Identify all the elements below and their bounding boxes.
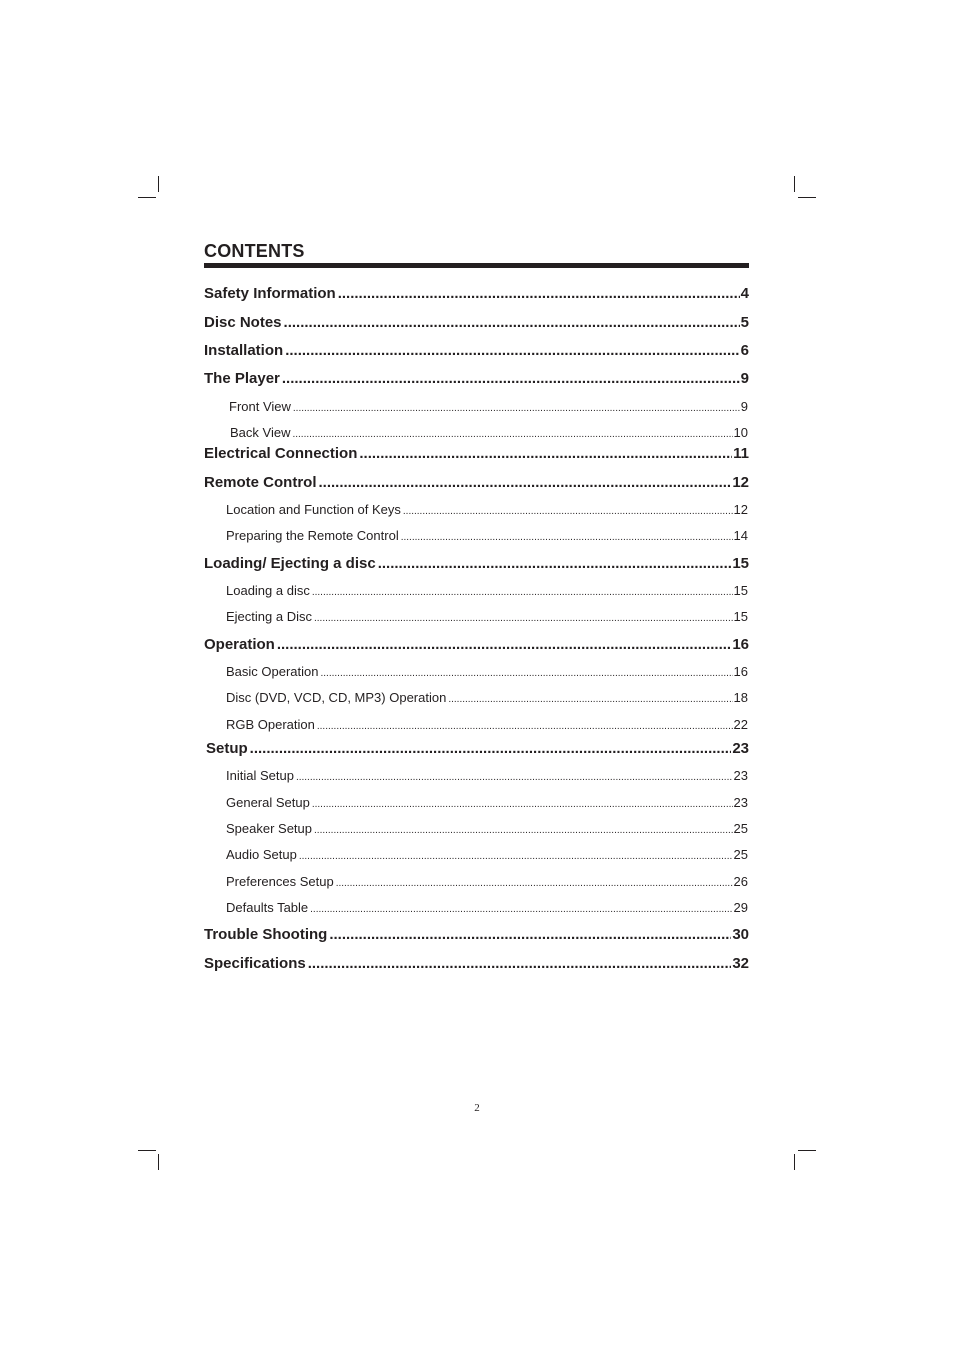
toc-entry-page: 16 bbox=[733, 664, 748, 679]
toc-entry-page: 18 bbox=[733, 690, 748, 705]
dot-leader bbox=[314, 611, 733, 627]
dot-leader bbox=[292, 427, 732, 443]
crop-mark-top-right-vertical bbox=[794, 176, 795, 192]
crop-mark-bottom-right-horizontal bbox=[798, 1150, 816, 1151]
toc-entry-label: Setup bbox=[206, 740, 248, 757]
toc-entry-trouble-shooting[interactable] bbox=[204, 926, 749, 944]
dot-leader bbox=[314, 823, 733, 839]
toc-entry-basic-operation[interactable] bbox=[226, 664, 748, 682]
toc-entry-page: 25 bbox=[733, 821, 748, 836]
toc-entry-label: Basic Operation bbox=[226, 664, 319, 679]
toc-entry-page: 12 bbox=[733, 502, 748, 517]
toc-entry-page: 6 bbox=[740, 342, 749, 359]
toc-entry-page: 23 bbox=[733, 795, 748, 810]
toc-entry-label: Installation bbox=[204, 342, 284, 359]
toc-entry-installation[interactable] bbox=[204, 342, 749, 360]
toc-entry-page: 25 bbox=[733, 847, 748, 862]
toc-entry-page: 22 bbox=[733, 717, 748, 732]
toc-entry-disc-operation[interactable] bbox=[226, 690, 748, 708]
toc-entry-loading-ejecting-a-disc[interactable] bbox=[204, 555, 749, 573]
toc-entry-page: 9 bbox=[740, 399, 748, 414]
toc-entry-label: Speaker Setup bbox=[226, 821, 313, 836]
toc-entry-page: 29 bbox=[733, 900, 748, 915]
toc-entry-label: Safety Information bbox=[204, 285, 336, 302]
crop-mark-bottom-left-vertical bbox=[158, 1154, 159, 1170]
toc-entry-page: 4 bbox=[740, 285, 749, 302]
toc-entry-label: The Player bbox=[204, 370, 280, 387]
dot-leader bbox=[282, 370, 740, 388]
toc-entry-label: Initial Setup bbox=[226, 768, 294, 783]
dot-leader bbox=[329, 926, 731, 944]
page-number: 2 bbox=[474, 1102, 480, 1114]
toc-entry-label: Preparing the Remote Control bbox=[226, 528, 399, 543]
toc-entry-label: Electrical Connection bbox=[204, 445, 358, 462]
toc-entry-location-and-function-of-keys[interactable] bbox=[226, 502, 748, 520]
dot-leader bbox=[319, 474, 732, 492]
toc-entry-preparing-the-remote-control[interactable] bbox=[226, 528, 748, 546]
toc-entry-speaker-setup[interactable] bbox=[226, 821, 748, 839]
dot-leader bbox=[308, 955, 732, 973]
toc-entry-label: Remote Control bbox=[204, 474, 317, 491]
toc-entry-label: Defaults Table bbox=[226, 900, 309, 915]
dot-leader bbox=[336, 876, 733, 892]
crop-mark-top-right-horizontal bbox=[798, 197, 816, 198]
toc-entry-page: 10 bbox=[733, 425, 748, 440]
dot-leader bbox=[448, 692, 732, 708]
toc-entry-page: 16 bbox=[732, 636, 749, 653]
toc-entry-label: Trouble Shooting bbox=[204, 926, 328, 943]
toc-entry-label: Specifications bbox=[204, 955, 306, 972]
toc-entry-page: 14 bbox=[733, 528, 748, 543]
toc-entry-label: Preferences Setup bbox=[226, 874, 334, 889]
toc-entry-label: General Setup bbox=[226, 795, 310, 810]
toc-entry-page: 15 bbox=[733, 583, 748, 598]
dot-leader bbox=[277, 636, 731, 654]
toc-entry-general-setup[interactable] bbox=[226, 795, 748, 813]
toc-entry-page: 30 bbox=[732, 926, 749, 943]
toc-entry-page: 32 bbox=[732, 955, 749, 972]
toc-entry-page: 26 bbox=[733, 874, 748, 889]
toc-entry-initial-setup[interactable] bbox=[226, 768, 748, 786]
toc-entry-label: Loading a disc bbox=[226, 583, 310, 598]
dot-leader bbox=[378, 555, 732, 573]
dot-leader bbox=[284, 314, 740, 332]
dot-leader bbox=[321, 666, 733, 682]
toc-entry-back-view[interactable] bbox=[230, 425, 748, 443]
toc-entry-label: Loading/ Ejecting a disc bbox=[204, 555, 376, 572]
toc-entry-label: Back View bbox=[230, 425, 291, 440]
crop-mark-top-left-vertical bbox=[158, 176, 159, 192]
toc-entry-disc-notes[interactable] bbox=[204, 314, 749, 332]
toc-entry-label: Location and Function of Keys bbox=[226, 502, 401, 517]
crop-mark-bottom-left-horizontal bbox=[138, 1150, 156, 1151]
toc-entry-page: 9 bbox=[740, 370, 749, 387]
dot-leader bbox=[338, 285, 740, 303]
toc-entry-label: Ejecting a Disc bbox=[226, 609, 312, 624]
toc-entry-page: 15 bbox=[733, 609, 748, 624]
dot-leader bbox=[359, 445, 732, 463]
dot-leader bbox=[312, 797, 733, 813]
toc-entry-page: 12 bbox=[732, 474, 749, 491]
toc-entry-front-view[interactable] bbox=[229, 399, 748, 417]
toc-entry-page: 11 bbox=[733, 445, 749, 462]
dot-leader bbox=[299, 849, 733, 865]
title-underline bbox=[204, 263, 749, 268]
toc-entry-specifications[interactable] bbox=[204, 955, 749, 973]
toc-entry-label: RGB Operation bbox=[226, 717, 315, 732]
crop-mark-top-left-horizontal bbox=[138, 197, 156, 198]
toc-entry-label: Disc Notes bbox=[204, 314, 282, 331]
toc-entry-preferences-setup[interactable] bbox=[226, 874, 748, 892]
dot-leader bbox=[403, 504, 733, 520]
toc-entry-page: 5 bbox=[740, 314, 749, 331]
page-title: CONTENTS bbox=[204, 241, 305, 261]
toc-entry-defaults-table[interactable] bbox=[226, 900, 748, 918]
toc-entry-page: 23 bbox=[733, 768, 748, 783]
toc-entry-ejecting-a-disc[interactable] bbox=[226, 609, 748, 627]
dot-leader bbox=[312, 585, 733, 601]
toc-entry-rgb-operation[interactable] bbox=[226, 717, 748, 735]
toc-entry-remote-control[interactable] bbox=[204, 474, 749, 492]
toc-entry-setup[interactable] bbox=[206, 740, 749, 758]
toc-entry-page: 15 bbox=[732, 555, 749, 572]
toc-entry-label: Disc (DVD, VCD, CD, MP3) Operation bbox=[226, 690, 447, 705]
toc-entry-audio-setup[interactable] bbox=[226, 847, 748, 865]
dot-leader bbox=[285, 342, 739, 360]
dot-leader bbox=[317, 719, 733, 735]
crop-mark-bottom-right-vertical bbox=[794, 1154, 795, 1170]
toc-entry-loading-a-disc[interactable] bbox=[226, 583, 748, 601]
toc-entry-safety-information[interactable] bbox=[204, 285, 749, 303]
toc-entry-page: 23 bbox=[732, 740, 749, 757]
toc-entry-label: Front View bbox=[229, 399, 291, 414]
dot-leader bbox=[401, 530, 733, 546]
dot-leader bbox=[296, 770, 733, 786]
toc-entry-electrical-connection[interactable] bbox=[204, 445, 749, 463]
toc-entry-operation[interactable] bbox=[204, 636, 749, 654]
dot-leader bbox=[310, 902, 732, 918]
toc-entry-label: Audio Setup bbox=[226, 847, 297, 862]
toc-entry-the-player[interactable] bbox=[204, 370, 749, 388]
dot-leader bbox=[250, 740, 732, 758]
toc-entry-label: Operation bbox=[204, 636, 275, 653]
dot-leader bbox=[293, 401, 740, 417]
